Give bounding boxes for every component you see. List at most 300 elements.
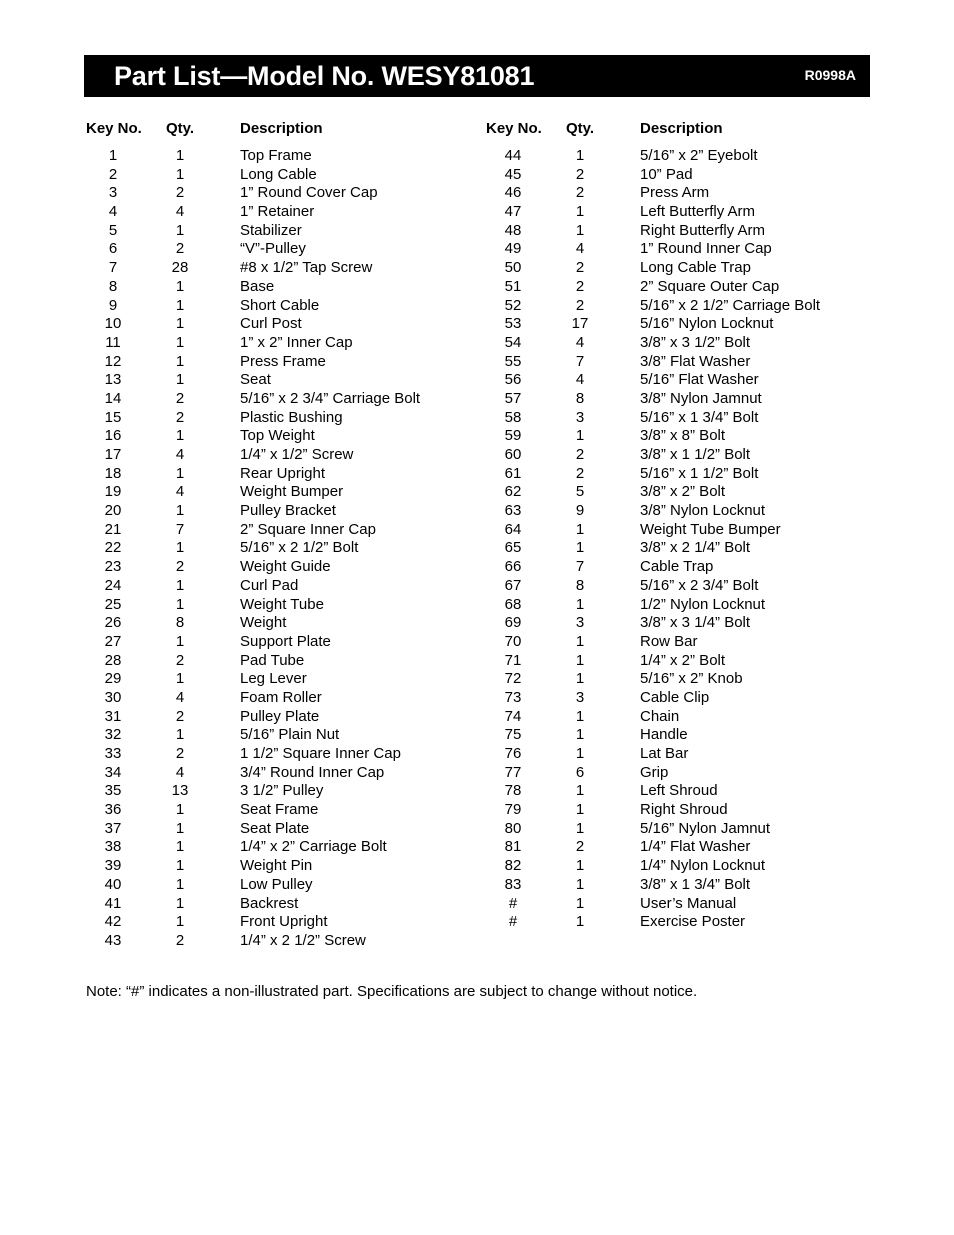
- part-row: [484, 539, 864, 558]
- part-description: Handle: [640, 726, 688, 744]
- part-qty: 1: [575, 651, 585, 669]
- part-description: Curl Post: [240, 315, 302, 333]
- part-description: 3/8” Flat Washer: [640, 352, 751, 370]
- part-description: 10” Pad: [640, 165, 693, 183]
- part-key-no: #: [508, 894, 518, 912]
- part-key-no: 33: [104, 745, 122, 762]
- parts-column-right: [484, 120, 864, 932]
- part-qty: 1: [575, 520, 585, 538]
- part-row: [84, 782, 464, 801]
- part-description: Seat: [240, 371, 271, 389]
- part-qty: 5: [575, 483, 585, 501]
- part-row: [484, 184, 864, 203]
- part-row: [84, 278, 464, 297]
- part-description: 5/16” Nylon Locknut: [640, 315, 774, 333]
- part-qty: 4: [575, 371, 585, 389]
- part-row: [84, 670, 464, 689]
- part-key-no: 65: [504, 539, 522, 557]
- part-key-no: 72: [504, 670, 522, 688]
- part-row: [84, 390, 464, 409]
- part-qty: 2: [575, 259, 585, 277]
- part-key-no: 21: [104, 520, 122, 538]
- part-row: [484, 820, 864, 839]
- part-key-no: 60: [504, 446, 522, 463]
- part-key-no: 11: [105, 333, 121, 351]
- part-description: Leg Lever: [240, 670, 307, 688]
- part-description: 3/8” x 2 1/4” Bolt: [640, 539, 751, 557]
- part-key-no: 41: [104, 894, 122, 912]
- part-qty: 4: [175, 203, 185, 221]
- part-key-no: 52: [504, 296, 522, 314]
- part-description: Long Cable: [240, 165, 317, 183]
- part-row: [84, 577, 464, 596]
- part-row: [484, 147, 864, 166]
- part-key-no: 26: [104, 614, 122, 632]
- part-qty: 2: [575, 165, 585, 183]
- part-qty: 1: [175, 801, 185, 819]
- part-key-no: 48: [504, 221, 522, 239]
- part-key-no: 64: [504, 520, 522, 538]
- part-qty: 1: [575, 875, 585, 893]
- part-key-no: 9: [108, 296, 118, 314]
- part-row: [84, 838, 464, 857]
- part-row: [484, 764, 864, 783]
- part-description: 3 1/2” Pulley: [240, 782, 324, 800]
- part-description: 1/4” Flat Washer: [640, 838, 751, 856]
- part-key-no: 31: [104, 707, 122, 725]
- part-key-no: 8: [108, 277, 118, 295]
- part-qty: 2: [575, 838, 585, 856]
- part-qty: 8: [575, 576, 585, 594]
- part-key-no: 28: [104, 651, 122, 669]
- part-qty: 8: [575, 389, 585, 407]
- part-row: [484, 315, 864, 334]
- part-description: 5/16” Plain Nut: [240, 726, 340, 744]
- part-description: 1/4” x 1/2” Screw: [240, 446, 354, 463]
- part-row: [84, 371, 464, 390]
- part-key-no: 15: [104, 408, 122, 426]
- part-key-no: 78: [504, 782, 522, 800]
- part-description: 5/16” x 2 1/2” Carriage Bolt: [640, 296, 821, 314]
- part-qty: 1: [175, 539, 185, 557]
- part-key-no: 54: [504, 333, 522, 351]
- part-description: 3/8” x 3 1/4” Bolt: [640, 614, 751, 632]
- part-description: Seat Plate: [240, 819, 310, 837]
- part-row: [84, 483, 464, 502]
- part-description: Rear Upright: [240, 464, 326, 482]
- part-key-no: 66: [504, 558, 522, 576]
- part-description: Stabilizer: [240, 221, 302, 239]
- part-description: Left Butterfly Arm: [640, 203, 756, 221]
- part-qty: 2: [175, 408, 185, 426]
- part-description: Top Weight: [240, 427, 315, 445]
- part-row: [84, 427, 464, 446]
- part-key-no: 23: [104, 558, 122, 576]
- part-row: [484, 390, 864, 409]
- part-row: [84, 465, 464, 484]
- part-qty: 1: [175, 352, 185, 370]
- part-key-no: 32: [104, 726, 122, 744]
- part-key-no: 56: [504, 371, 522, 389]
- part-description: 1/4” x 2” Bolt: [640, 651, 726, 669]
- part-key-no: 75: [504, 726, 522, 744]
- part-row: [484, 483, 864, 502]
- part-key-no: 70: [504, 632, 522, 650]
- part-key-no: 83: [504, 875, 522, 893]
- part-row: [84, 820, 464, 839]
- part-key-no: 6: [108, 240, 118, 258]
- part-row: [84, 614, 464, 633]
- part-description: Pulley Plate: [240, 707, 320, 725]
- part-key-no: 30: [104, 688, 122, 706]
- part-description: “V”-Pulley: [240, 240, 306, 258]
- part-qty: 1: [175, 670, 185, 688]
- part-row: [484, 745, 864, 764]
- part-key-no: 68: [504, 595, 522, 613]
- part-description: 5/16” x 1 1/2” Bolt: [640, 464, 759, 482]
- part-key-no: 50: [504, 259, 522, 277]
- part-description: Pulley Bracket: [240, 502, 336, 520]
- part-key-no: 14: [104, 389, 122, 407]
- part-description: Press Frame: [240, 352, 326, 370]
- part-qty: 1: [175, 819, 185, 837]
- part-row: [84, 596, 464, 615]
- part-qty: 13: [171, 782, 189, 800]
- document-code: R0998A: [804, 67, 856, 83]
- part-description: 1/2” Nylon Locknut: [640, 595, 766, 613]
- part-key-no: 47: [504, 203, 522, 221]
- part-description: Weight Tube Bumper: [640, 520, 781, 538]
- part-row: [484, 259, 864, 278]
- part-qty: 1: [175, 502, 185, 520]
- part-description: Right Butterfly Arm: [640, 221, 766, 239]
- part-row: [484, 857, 864, 876]
- part-description: 1 1/2” Square Inner Cap: [240, 745, 401, 762]
- part-key-no: 76: [504, 745, 522, 762]
- part-row: [484, 278, 864, 297]
- part-row: [84, 446, 464, 465]
- part-description: 3/8” Nylon Locknut: [640, 502, 766, 520]
- part-row: [484, 334, 864, 353]
- part-qty: 1: [175, 576, 185, 594]
- part-key-no: 35: [104, 782, 122, 800]
- part-row: [484, 596, 864, 615]
- part-description: 3/8” x 2” Bolt: [640, 483, 726, 501]
- part-qty: 1: [175, 838, 185, 856]
- part-row: [84, 353, 464, 372]
- part-row: [484, 876, 864, 895]
- part-qty: 7: [175, 520, 185, 538]
- part-description: 5/16” x 2” Eyebolt: [640, 147, 758, 164]
- part-qty: 2: [575, 464, 585, 482]
- part-row: [84, 801, 464, 820]
- part-qty: 1: [575, 632, 585, 650]
- part-row: [484, 913, 864, 932]
- part-description: 1” x 2” Inner Cap: [240, 333, 353, 351]
- part-row: [84, 259, 464, 278]
- part-key-no: 13: [104, 371, 122, 389]
- part-row: [84, 633, 464, 652]
- part-qty: 1: [575, 707, 585, 725]
- part-key-no: 42: [104, 913, 122, 931]
- part-row: [84, 521, 464, 540]
- part-qty: 7: [575, 558, 585, 576]
- parts-column-left: [84, 120, 464, 951]
- part-row: [84, 708, 464, 727]
- part-key-no: 79: [504, 801, 522, 819]
- part-row: [484, 240, 864, 259]
- part-key-no: 22: [104, 539, 122, 557]
- part-row: [84, 147, 464, 166]
- part-description: Front Upright: [240, 913, 328, 931]
- part-qty: 1: [175, 296, 185, 314]
- column-header-row: [84, 120, 464, 146]
- part-description: Short Cable: [240, 296, 320, 314]
- part-description: 5/16” x 2 3/4” Bolt: [640, 576, 759, 594]
- part-qty: 1: [175, 857, 185, 875]
- part-key-no: 53: [504, 315, 522, 333]
- part-description: 1” Round Inner Cap: [640, 240, 772, 258]
- part-key-no: 81: [504, 838, 522, 856]
- part-key-no: 36: [104, 801, 122, 819]
- part-qty: 17: [571, 315, 589, 333]
- part-qty: 4: [575, 240, 585, 258]
- part-key-no: 61: [504, 464, 522, 482]
- part-row: [484, 446, 864, 465]
- part-key-no: 3: [108, 184, 118, 202]
- part-row: [84, 409, 464, 428]
- part-key-no: 45: [504, 165, 522, 183]
- part-key-no: 40: [104, 875, 122, 893]
- part-qty: 1: [575, 801, 585, 819]
- part-description: 5/16” Nylon Jamnut: [640, 819, 771, 837]
- part-qty: 1: [175, 333, 185, 351]
- part-description: Base: [240, 277, 275, 295]
- part-key-no: 43: [104, 931, 122, 949]
- part-row: [484, 614, 864, 633]
- part-description: Press Arm: [640, 184, 710, 202]
- part-qty: 4: [175, 446, 185, 463]
- qty-header: Qty.: [166, 120, 195, 137]
- part-key-no: 19: [104, 483, 122, 501]
- part-row: [484, 633, 864, 652]
- part-qty: 1: [175, 371, 185, 389]
- part-description: 1/4” x 2 1/2” Screw: [240, 931, 366, 949]
- part-row: [84, 689, 464, 708]
- part-row: [484, 895, 864, 914]
- part-row: [84, 876, 464, 895]
- part-key-no: 63: [504, 502, 522, 520]
- part-row: [484, 782, 864, 801]
- part-description: 3/4” Round Inner Cap: [240, 763, 385, 781]
- part-description: Top Frame: [240, 147, 312, 164]
- part-description: Support Plate: [240, 632, 331, 650]
- part-key-no: 24: [104, 576, 122, 594]
- part-qty: 6: [575, 763, 585, 781]
- part-key-no: 49: [504, 240, 522, 258]
- part-qty: 2: [175, 558, 185, 576]
- part-key-no: 5: [108, 221, 118, 239]
- part-description: 1” Round Cover Cap: [240, 184, 378, 202]
- part-description: Low Pulley: [240, 875, 313, 893]
- footnote: Note: “#” indicates a non-illustrated part. Specifications are subject to change without notice.: [86, 983, 698, 1000]
- part-key-no: 62: [504, 483, 522, 501]
- part-qty: 1: [575, 819, 585, 837]
- part-qty: 1: [175, 726, 185, 744]
- part-key-no: 77: [504, 763, 522, 781]
- part-key-no: 25: [104, 595, 122, 613]
- part-qty: 2: [575, 296, 585, 314]
- part-description: 3/8” x 1 3/4” Bolt: [640, 875, 751, 893]
- part-description: 3/8” x 8” Bolt: [640, 427, 726, 445]
- part-key-no: 37: [104, 819, 122, 837]
- part-description: Cable Clip: [640, 688, 710, 706]
- part-key-no: 16: [104, 427, 122, 445]
- part-key-no: 46: [504, 184, 522, 202]
- part-description: 5/16” x 1 3/4” Bolt: [640, 408, 759, 426]
- part-qty: 1: [175, 427, 185, 445]
- part-qty: 2: [175, 707, 185, 725]
- part-description: #8 x 1/2” Tap Screw: [240, 259, 373, 277]
- part-qty: 2: [175, 745, 185, 762]
- part-row: [84, 240, 464, 259]
- part-key-no: 80: [504, 819, 522, 837]
- part-row: [84, 913, 464, 932]
- part-qty: 1: [575, 670, 585, 688]
- part-qty: 1: [175, 464, 185, 482]
- part-qty: 3: [575, 688, 585, 706]
- key-no-header: Key No.: [86, 120, 142, 137]
- part-description: 3/8” x 1 1/2” Bolt: [640, 446, 751, 463]
- part-row: [484, 708, 864, 727]
- column-header-row: [484, 120, 864, 146]
- part-qty: 1: [175, 875, 185, 893]
- description-header: Description: [240, 120, 323, 137]
- part-row: [84, 539, 464, 558]
- part-key-no: 39: [104, 857, 122, 875]
- part-qty: 4: [175, 483, 185, 501]
- key-no-header: Key No.: [486, 120, 542, 137]
- part-row: [84, 315, 464, 334]
- part-description: 2” Square Inner Cap: [240, 520, 376, 538]
- part-qty: 9: [575, 502, 585, 520]
- part-row: [484, 371, 864, 390]
- part-key-no: 4: [108, 203, 118, 221]
- part-qty: 4: [175, 763, 185, 781]
- part-key-no: 74: [504, 707, 522, 725]
- part-row: [84, 222, 464, 241]
- part-description: Exercise Poster: [640, 913, 746, 931]
- part-qty: 2: [575, 184, 585, 202]
- part-qty: 28: [171, 259, 189, 277]
- part-qty: 1: [175, 595, 185, 613]
- part-qty: 1: [175, 315, 185, 333]
- part-row: [84, 745, 464, 764]
- part-description: Weight Bumper: [240, 483, 344, 501]
- part-qty: 8: [175, 614, 185, 632]
- part-qty: 1: [575, 782, 585, 800]
- part-qty: 2: [175, 389, 185, 407]
- part-qty: 2: [175, 651, 185, 669]
- part-qty: 1: [575, 539, 585, 557]
- part-key-no: 57: [504, 389, 522, 407]
- part-qty: 2: [575, 277, 585, 295]
- part-qty: 1: [175, 221, 185, 239]
- part-row: [84, 857, 464, 876]
- part-qty: 1: [575, 221, 585, 239]
- part-row: [484, 577, 864, 596]
- part-description: 1/4” x 2” Carriage Bolt: [240, 838, 387, 856]
- part-description: 5/16” Flat Washer: [640, 371, 759, 389]
- part-qty: 2: [575, 446, 585, 463]
- part-key-no: 67: [504, 576, 522, 594]
- part-row: [484, 801, 864, 820]
- part-key-no: 71: [504, 651, 522, 669]
- part-qty: 1: [575, 894, 585, 912]
- part-key-no: 10: [104, 315, 122, 333]
- part-key-no: 29: [104, 670, 122, 688]
- part-description: 5/16” x 2 3/4” Carriage Bolt: [240, 389, 421, 407]
- part-key-no: 73: [504, 688, 522, 706]
- part-description: Lat Bar: [640, 745, 689, 762]
- part-qty: 1: [575, 203, 585, 221]
- part-qty: 1: [175, 913, 185, 931]
- part-key-no: 51: [504, 277, 522, 295]
- part-description: Row Bar: [640, 632, 698, 650]
- part-description: Chain: [640, 707, 680, 725]
- part-row: [484, 558, 864, 577]
- part-row: [84, 502, 464, 521]
- part-key-no: 27: [104, 632, 122, 650]
- part-row: [484, 670, 864, 689]
- part-key-no: 7: [108, 259, 118, 277]
- part-key-no: 2: [108, 165, 118, 183]
- part-row: [484, 521, 864, 540]
- part-row: [84, 895, 464, 914]
- part-row: [84, 558, 464, 577]
- part-qty: 1: [575, 427, 585, 445]
- part-row: [484, 652, 864, 671]
- part-description: Pad Tube: [240, 651, 305, 669]
- part-row: [484, 297, 864, 316]
- part-qty: 3: [575, 614, 585, 632]
- part-key-no: 20: [104, 502, 122, 520]
- part-row: [84, 184, 464, 203]
- qty-header: Qty.: [566, 120, 595, 137]
- part-qty: 1: [175, 632, 185, 650]
- part-row: [84, 652, 464, 671]
- part-description: Curl Pad: [240, 576, 299, 594]
- part-key-no: 18: [104, 464, 122, 482]
- part-key-no: 17: [104, 446, 122, 463]
- part-qty: 2: [175, 240, 185, 258]
- part-row: [484, 689, 864, 708]
- part-description: Weight: [240, 614, 287, 632]
- part-key-no: 69: [504, 614, 522, 632]
- part-row: [84, 203, 464, 222]
- part-row: [484, 726, 864, 745]
- description-header: Description: [640, 120, 723, 137]
- parts-list-right: [484, 147, 864, 932]
- page-title: Part List—Model No. WESY81081: [114, 61, 535, 91]
- title-bar: [84, 55, 870, 97]
- part-description: Seat Frame: [240, 801, 319, 819]
- part-description: 3/8” Nylon Jamnut: [640, 389, 762, 407]
- part-description: Weight Pin: [240, 857, 313, 875]
- part-description: Grip: [640, 763, 669, 781]
- part-qty: 1: [575, 726, 585, 744]
- part-description: 2” Square Outer Cap: [640, 277, 780, 295]
